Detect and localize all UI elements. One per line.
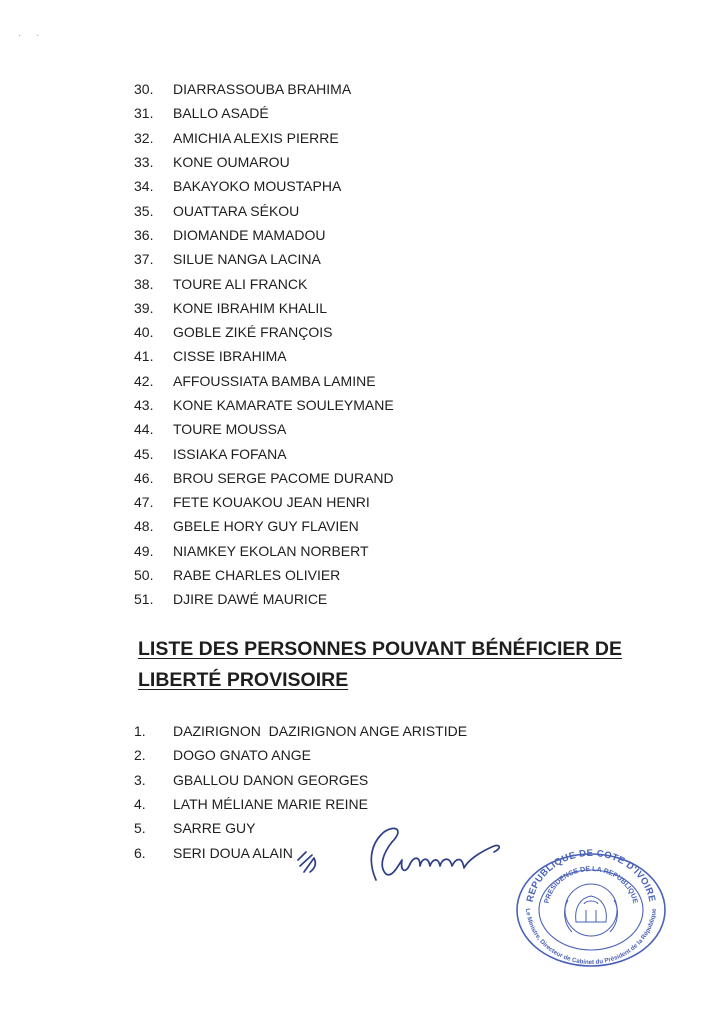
item-number: 45. (134, 445, 154, 462)
item-number: 43. (134, 397, 154, 413)
item-number: 50. (134, 567, 154, 584)
list-item (134, 393, 394, 417)
item-number: 39. (134, 299, 154, 316)
provisional-list-item (134, 719, 467, 743)
svg-text:Le Ministre, Directeur de Cabi: Le Ministre, Directeur de Cabinet du Président de la République (524, 908, 658, 967)
list-item (134, 296, 394, 320)
person-name: AFFOUSSIATA BAMBA LAMINE (173, 372, 376, 389)
handwritten-signature (288, 822, 528, 892)
person-name: KONE OUMAROU (173, 154, 290, 171)
person-name: CISSE IBRAHIMA (173, 348, 287, 365)
person-name: DJIRE DAWÉ MAURICE (173, 591, 328, 608)
item-number: 51. (134, 591, 154, 608)
item-number: 40. (134, 324, 154, 341)
person-name: SILUE NANGA LACINA (173, 251, 321, 268)
svg-text:REPUBLIQUE DE COTE D'IVOIRE: REPUBLIQUE DE COTE D'IVOIRE (524, 848, 658, 904)
provisional-list-item (134, 768, 467, 792)
list-item (134, 101, 394, 125)
list-item (134, 126, 394, 150)
list-item (134, 514, 394, 538)
provisional-list-item (134, 743, 467, 767)
list-item (134, 539, 394, 563)
list-item (134, 466, 394, 490)
person-name: TOURE ALI FRANCK (173, 275, 308, 292)
list-item (134, 344, 394, 368)
item-number: 30. (134, 81, 154, 98)
person-name: ISSIAKA FOFANA (173, 445, 287, 462)
person-name: DOGO GNATO ANGE (173, 747, 311, 764)
list-item (134, 490, 394, 514)
list-item (134, 417, 394, 441)
item-number: 2. (134, 747, 146, 764)
item-number: 41. (134, 348, 154, 365)
person-name: DIARRASSOUBA BRAHIMA (173, 81, 352, 98)
person-name: GBELE HORY GUY FLAVIEN (173, 518, 359, 535)
list-item (134, 369, 394, 393)
item-number: 42. (134, 372, 154, 389)
item-number: 6. (134, 844, 146, 861)
beneficiary-list (134, 77, 394, 612)
svg-text:PRESIDENCE DE LA REPUBLIQUE: PRESIDENCE DE LA REPUBLIQUE (543, 865, 639, 905)
list-item (134, 174, 394, 198)
official-seal (510, 848, 672, 968)
person-name: BROU SERGE PACOME DURAND (173, 469, 394, 486)
provisional-list-item (134, 792, 467, 816)
person-name: RABE CHARLES OLIVIER (173, 567, 341, 584)
list-item (134, 77, 394, 101)
list-item (134, 198, 394, 222)
person-name: TOURE MOUSSA (173, 421, 287, 438)
list-item (134, 563, 394, 587)
person-name: LATH MÉLIANE MARIE REINE (173, 796, 369, 813)
item-number: 33. (134, 154, 154, 171)
item-number: 37. (134, 251, 154, 268)
item-number: 34. (134, 178, 154, 195)
item-number: 46. (134, 469, 154, 486)
item-number: 36. (134, 226, 154, 243)
person-name: NIAMKEY EKOLAN NORBERT (173, 542, 369, 559)
list-item (134, 320, 394, 344)
person-name: OUATTARA SÉKOU (173, 202, 300, 219)
item-number: 3. (134, 771, 146, 788)
person-name: DIOMANDE MAMADOU (173, 226, 326, 243)
item-number: 1. (134, 723, 146, 740)
person-name: KONE KAMARATE SOULEYMANE (173, 397, 394, 413)
person-name: BALLO ASADÉ (173, 105, 269, 122)
list-item (134, 247, 394, 271)
person-name: DAZIRIGNON DAZIRIGNON ANGE ARISTIDE (173, 723, 468, 740)
item-number: 31. (134, 105, 154, 122)
person-name: AMICHIA ALEXIS PIERRE (173, 129, 339, 146)
person-name: BAKAYOKO MOUSTAPHA (173, 178, 342, 195)
list-item (134, 150, 394, 174)
list-item (134, 271, 394, 295)
person-name: SARRE GUY (173, 820, 256, 837)
person-name: KONE IBRAHIM KHALIL (173, 299, 328, 316)
item-number: 48. (134, 518, 154, 535)
item-number: 44. (134, 421, 154, 438)
person-name: SERI DOUA ALAIN (173, 844, 293, 861)
list-item (134, 223, 394, 247)
item-number: 38. (134, 275, 154, 292)
list-item (134, 587, 394, 611)
section-heading: LISTE DES PERSONNES POUVANT BÉNÉFICIER DE LIBERTÉ PROVISOIRE (138, 638, 622, 691)
item-number: 47. (134, 494, 154, 511)
scan-marks: · · (18, 30, 46, 41)
item-number: 32. (134, 129, 154, 146)
person-name: GBALLOU DANON GEORGES (173, 771, 369, 788)
list-item (134, 441, 394, 465)
person-name: FETE KOUAKOU JEAN HENRI (173, 494, 370, 511)
item-number: 35. (134, 202, 154, 219)
person-name: GOBLE ZIKÉ FRANÇOIS (173, 324, 333, 341)
item-number: 5. (134, 820, 146, 837)
item-number: 49. (134, 542, 154, 559)
item-number: 4. (134, 796, 146, 813)
